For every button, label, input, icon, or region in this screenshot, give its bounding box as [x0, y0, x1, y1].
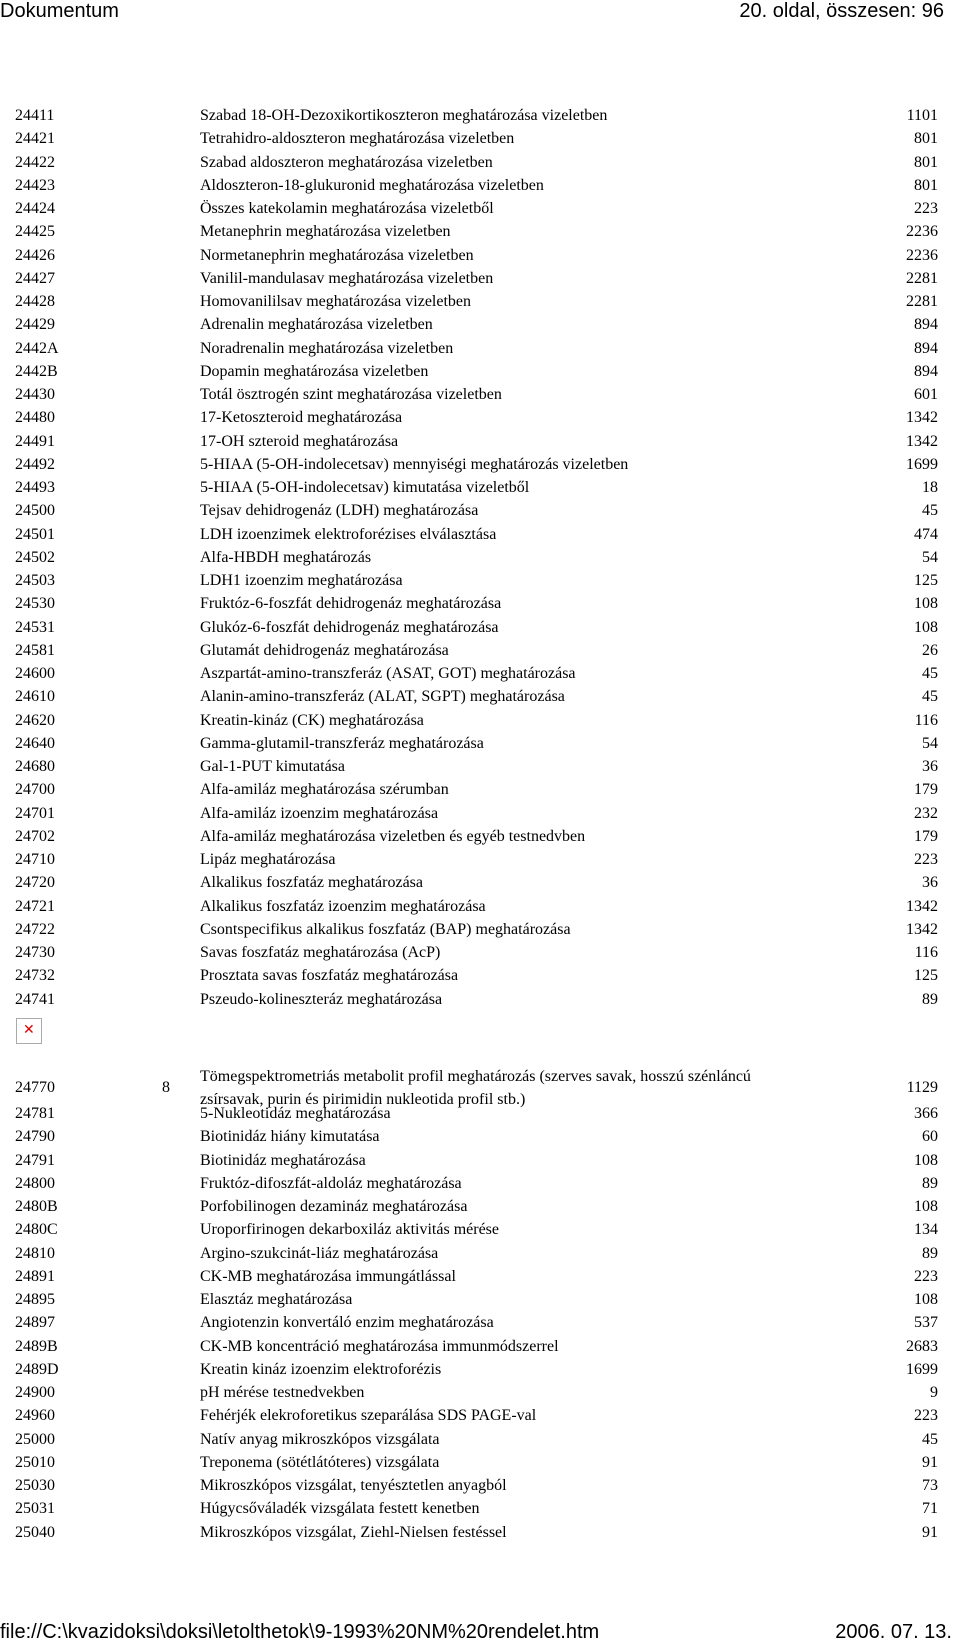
table-row	[0, 499, 960, 522]
row-code: 24581	[15, 641, 55, 659]
row-code: 2489B	[15, 1337, 58, 1355]
row-value: 2236	[906, 246, 938, 264]
page-info: 20. oldal, összesen: 96	[739, 0, 944, 22]
row-description: Mikroszkópos vizsgálat, tenyésztetlen anyagból	[200, 1477, 507, 1494]
table-row	[0, 1195, 960, 1218]
row-description: Tejsav dehidrogenáz (LDH) meghatározása	[200, 502, 479, 520]
table-row	[0, 1172, 960, 1195]
table-row	[0, 895, 960, 918]
row-description: LDH izoenzimek elektroforézises elválasztása	[200, 525, 497, 543]
row-value: 45	[922, 688, 938, 706]
row-description: Biotinidáz meghatározása	[200, 1151, 366, 1169]
row-value: 125	[914, 967, 938, 985]
row-description: Pszeudo-kolineszteráz meghatározása	[200, 990, 443, 1008]
row-value: 26	[922, 641, 938, 659]
row-value: 116	[914, 944, 938, 961]
table-row	[0, 1125, 960, 1148]
table-row	[0, 1451, 960, 1474]
row-code: 24891	[15, 1267, 55, 1285]
row-value: 45	[922, 665, 938, 682]
table-row	[0, 453, 960, 476]
row-value: 1342	[906, 920, 938, 938]
table-row	[0, 662, 960, 685]
row-description: Normetanephrin meghatározása vizeletben	[200, 246, 474, 264]
table-row	[0, 778, 960, 801]
footer-date: 2006. 07. 13.	[835, 1621, 952, 1643]
table-row	[0, 267, 960, 290]
row-value: 108	[914, 618, 938, 636]
row-code: 24501	[15, 525, 55, 543]
row-code: 24710	[15, 851, 55, 868]
table-row	[0, 941, 960, 964]
row-value: 537	[914, 1314, 938, 1332]
table-row	[0, 1474, 960, 1497]
row-value: 91	[922, 1453, 938, 1471]
row-description: 5-HIAA (5-OH-indolecetsav) mennyiségi meghatározás vizeletben	[200, 455, 629, 473]
row-value: 2236	[906, 223, 938, 241]
row-code: 24720	[15, 874, 55, 892]
row-code: 24680	[15, 758, 55, 775]
table-row	[0, 313, 960, 336]
row-description: Kreatin-kináz (CK) meghatározása	[200, 711, 424, 729]
table-row	[0, 1288, 960, 1311]
table-row	[0, 1265, 960, 1288]
row-description: Szabad 18-OH-Dezoxikortikoszteron meghatározása vizeletben	[200, 107, 608, 124]
row-code: 24480	[15, 409, 55, 427]
table-row	[0, 430, 960, 453]
row-value: 232	[914, 804, 938, 822]
table-row	[0, 964, 960, 987]
row-description: CK-MB koncentráció meghatározása immunmódszerrel	[200, 1337, 559, 1355]
row-value: 108	[914, 1198, 938, 1215]
table-row	[0, 1381, 960, 1404]
row-description: pH mérése testnedvekben	[200, 1384, 365, 1401]
row-description: Fruktóz-6-foszfát dehidrogenáz meghatározása	[200, 595, 502, 613]
row-code: 24791	[15, 1151, 55, 1169]
row-value: 134	[914, 1221, 938, 1239]
row-code: 24426	[15, 246, 55, 264]
row-value: 601	[914, 386, 938, 403]
table-row	[0, 360, 960, 383]
row-code: 24427	[15, 269, 55, 287]
row-code: 24770	[15, 1079, 55, 1096]
row-value: 91	[922, 1523, 938, 1541]
row-description: 5-HIAA (5-OH-indolecetsav) kimutatása vizeletből	[200, 479, 530, 496]
row-value: 801	[914, 176, 938, 194]
row-value: 54	[922, 548, 938, 566]
row-description: Összes katekolamin meghatározása vizeletből	[200, 200, 494, 217]
table-row	[0, 639, 960, 662]
table-row	[0, 1358, 960, 1381]
row-value: 179	[914, 781, 938, 799]
table-row	[0, 290, 960, 313]
row-value: 894	[914, 362, 938, 380]
row-code: 24897	[15, 1314, 55, 1332]
row-value: 2281	[906, 293, 938, 310]
row-value: 1699	[906, 455, 938, 473]
row-description: Prosztata savas foszfatáz meghatározása	[200, 967, 459, 985]
row-value: 89	[922, 990, 938, 1008]
row-value: 801	[914, 153, 938, 171]
footer-file-path: file://C:\kvazidoksi\doksi\letolthetok\9-1993%20NM%20rendelet.htm	[0, 1621, 600, 1643]
row-code: 24502	[15, 548, 55, 566]
row-value: 36	[922, 758, 938, 775]
row-code: 24493	[15, 479, 55, 496]
row-code: 24600	[15, 665, 55, 682]
row-value: 108	[914, 1291, 938, 1308]
row-code: 24730	[15, 944, 55, 961]
row-code: 2442B	[15, 362, 58, 380]
table-row	[0, 1218, 960, 1241]
row-description: Noradrenalin meghatározása vizeletben	[200, 339, 454, 357]
table-row	[0, 825, 960, 848]
row-description: Porfobilinogen dezamináz meghatározása	[200, 1198, 468, 1215]
row-description: Kreatin kináz izoenzim elektroforézis	[200, 1360, 442, 1378]
row-description: Aldoszteron-18-glukuronid meghatározása vizeletben	[200, 176, 544, 194]
row-description: Alkalikus foszfatáz meghatározása	[200, 874, 424, 892]
row-value: 223	[914, 1407, 938, 1425]
row-description: Gal-1-PUT kimutatása	[200, 758, 346, 775]
row-value: 2281	[906, 269, 938, 287]
table-row	[0, 755, 960, 778]
table-row	[0, 1428, 960, 1451]
row-description: Uroporfirinogen dekarboxiláz aktivitás mérése	[200, 1221, 499, 1239]
row-value: 223	[914, 200, 938, 217]
table-row	[0, 1404, 960, 1427]
row-code: 24428	[15, 293, 55, 310]
table-row	[0, 337, 960, 360]
row-value: 1342	[906, 409, 938, 427]
table-row	[0, 616, 960, 639]
row-code: 24503	[15, 572, 55, 589]
row-code: 24790	[15, 1128, 55, 1146]
row-value: 54	[922, 734, 938, 752]
row-description: Dopamin meghatározása vizeletben	[200, 362, 429, 380]
row-value: 179	[914, 827, 938, 845]
row-value: 1129	[906, 1079, 938, 1096]
row-code: 2480B	[15, 1198, 58, 1215]
table-row	[0, 685, 960, 708]
row-value: 894	[914, 316, 938, 334]
row-description: Alfa-amiláz meghatározása szérumban	[200, 781, 449, 799]
row-code: 24620	[15, 711, 55, 729]
row-code: 25000	[15, 1430, 55, 1448]
table-row	[0, 383, 960, 406]
row-code: 24423	[15, 176, 55, 194]
row-description: Tömegspektrometriás metabolit profil meghatározás (szerves savak, hosszú szénláncú zsírsavak, purin és pirimidin nukleotida profil stb.)	[200, 1068, 751, 1108]
row-code: 24425	[15, 223, 55, 241]
row-value: 9	[930, 1384, 938, 1401]
table-row	[0, 1497, 960, 1520]
table-row	[0, 546, 960, 569]
table-row	[0, 197, 960, 220]
row-code: 25030	[15, 1477, 55, 1494]
row-description: Alfa-amiláz meghatározása vizeletben és egyéb testnedvben	[200, 827, 586, 845]
row-code: 24721	[15, 897, 55, 915]
row-description: Metanephrin meghatározása vizeletben	[200, 223, 451, 241]
row-description: Gamma-glutamil-transzferáz meghatározása	[200, 734, 484, 752]
table-row	[0, 709, 960, 732]
table-row	[0, 151, 960, 174]
row-description: Alanin-amino-transzferáz (ALAT, SGPT) meghatározása	[200, 688, 565, 706]
row-code: 24429	[15, 316, 55, 334]
row-description: Adrenalin meghatározása vizeletben	[200, 316, 433, 334]
row-code: 24430	[15, 386, 55, 403]
row-description: Aszpartát-amino-transzferáz (ASAT, GOT) meghatározása	[200, 665, 576, 682]
row-value: 36	[922, 874, 938, 892]
table-row	[0, 871, 960, 894]
row-code: 24895	[15, 1291, 55, 1308]
table-row	[0, 127, 960, 150]
row-description: CK-MB meghatározása immungátlással	[200, 1267, 456, 1285]
row-value: 1342	[906, 897, 938, 915]
row-value: 116	[914, 711, 938, 729]
row-code: 24610	[15, 688, 55, 706]
row-description: Alfa-amiláz izoenzim meghatározása	[200, 804, 439, 822]
table-row	[0, 104, 960, 127]
row-description: Mikroszkópos vizsgálat, Ziehl-Nielsen festéssel	[200, 1523, 507, 1541]
row-value: 1699	[906, 1360, 938, 1378]
row-code: 24781	[15, 1105, 55, 1122]
row-description: Csontspecifikus alkalikus foszfatáz (BAP) meghatározása	[200, 920, 571, 938]
broken-image-icon: ✕	[16, 1018, 42, 1044]
row-code: 25010	[15, 1453, 55, 1471]
row-value: 1342	[906, 432, 938, 450]
row-code: 2480C	[15, 1221, 58, 1239]
row-code: 2489D	[15, 1360, 59, 1378]
row-description: Húgycsőváladék vizsgálata festett kenetben	[200, 1500, 480, 1518]
row-value: 73	[922, 1477, 938, 1494]
row-code: 24530	[15, 595, 55, 613]
row-code: 24960	[15, 1407, 55, 1425]
row-code: 24421	[15, 130, 55, 148]
table-row	[0, 220, 960, 243]
table-row	[0, 918, 960, 941]
row-description: Totál ösztrogén szint meghatározása vizeletben	[200, 386, 502, 403]
row-description: Argino-szukcinát-liáz meghatározása	[200, 1244, 439, 1262]
table-row	[0, 1311, 960, 1334]
row-code: 24810	[15, 1244, 55, 1262]
row-description: Lipáz meghatározása	[200, 851, 336, 868]
row-code: 24640	[15, 734, 55, 752]
row-value: 474	[914, 525, 938, 543]
row-description: Savas foszfatáz meghatározása (AcP)	[200, 944, 441, 961]
table-row	[0, 476, 960, 499]
row-code: 24741	[15, 990, 55, 1008]
row-description: Homovanililsav meghatározása vizeletben	[200, 293, 472, 310]
row-code: 24411	[15, 107, 55, 124]
row-value: 89	[922, 1174, 938, 1192]
row-code: 24491	[15, 432, 55, 450]
row-value: 801	[914, 130, 938, 148]
row-description: Szabad aldoszteron meghatározása vizeletben	[200, 153, 493, 171]
row-description: Glukóz-6-foszfát dehidrogenáz meghatározása	[200, 618, 499, 636]
row-code: 24500	[15, 502, 55, 520]
row-description: Tetrahidro-aldoszteron meghatározása vizeletben	[200, 130, 515, 148]
row-value: 894	[914, 339, 938, 357]
row-code: 24422	[15, 153, 55, 171]
table-row	[0, 1335, 960, 1358]
row-value: 125	[914, 572, 938, 589]
row-code: 24701	[15, 804, 55, 822]
table-row	[0, 988, 960, 1011]
row-description: Vanilil-mandulasav meghatározása vizeletben	[200, 269, 494, 287]
row-description: LDH1 izoenzim meghatározása	[200, 572, 403, 589]
row-description: Angiotenzin konvertáló enzim meghatározása	[200, 1314, 494, 1332]
table-row	[0, 523, 960, 546]
row-description: Alfa-HBDH meghatározás	[200, 548, 372, 566]
table-row	[0, 1149, 960, 1172]
row-value: 2683	[906, 1337, 938, 1355]
table-row	[0, 1521, 960, 1544]
row-value: 1101	[906, 107, 938, 124]
row-value: 18	[922, 479, 938, 496]
table-row	[0, 732, 960, 755]
row-extra-number: 8	[162, 1079, 170, 1096]
row-description: Glutamát dehidrogenáz meghatározása	[200, 641, 449, 659]
table-row	[0, 592, 960, 615]
row-description: Elasztáz meghatározása	[200, 1291, 353, 1308]
row-description: Treponema (sötétlátóteres) vizsgálata	[200, 1453, 440, 1471]
row-code: 25031	[15, 1500, 55, 1518]
table-row-special	[0, 1065, 960, 1111]
row-value: 108	[914, 1151, 938, 1169]
table-row	[0, 802, 960, 825]
row-description: 17-OH szteroid meghatározása	[200, 432, 399, 450]
row-code: 24900	[15, 1384, 55, 1401]
row-value: 108	[914, 595, 938, 613]
row-description: Fehérjék elekroforetikus szeparálása SDS PAGE-val	[200, 1407, 537, 1425]
row-code: 24492	[15, 455, 55, 473]
row-code: 24531	[15, 618, 55, 636]
row-value: 223	[914, 1267, 938, 1285]
row-code: 25040	[15, 1523, 55, 1541]
table-row	[0, 174, 960, 197]
row-value: 89	[922, 1244, 938, 1262]
row-value: 366	[914, 1105, 938, 1122]
row-value: 223	[914, 851, 938, 868]
row-code: 24800	[15, 1174, 55, 1192]
row-code: 24700	[15, 781, 55, 799]
row-description: 17-Ketoszteroid meghatározása	[200, 409, 403, 427]
row-description: Biotinidáz hiány kimutatása	[200, 1128, 380, 1146]
row-code: 2442A	[15, 339, 59, 357]
row-value: 45	[922, 502, 938, 520]
table-row	[0, 1242, 960, 1265]
table-row	[0, 244, 960, 267]
row-code: 24702	[15, 827, 55, 845]
row-code: 24424	[15, 200, 55, 217]
row-value: 60	[922, 1128, 938, 1146]
row-description: Fruktóz-difoszfát-aldoláz meghatározása	[200, 1174, 462, 1192]
row-code: 24722	[15, 920, 55, 938]
table-row	[0, 848, 960, 871]
row-description: 5-Nukleotidáz meghatározása	[200, 1105, 391, 1122]
table-row	[0, 406, 960, 429]
row-value: 45	[922, 1430, 938, 1448]
document-title: Dokumentum	[0, 0, 119, 22]
row-code: 24732	[15, 967, 55, 985]
row-description: Natív anyag mikroszkópos vizsgálata	[200, 1430, 440, 1448]
table-row	[0, 569, 960, 592]
row-description: Alkalikus foszfatáz izoenzim meghatározása	[200, 897, 486, 915]
row-value: 71	[922, 1500, 938, 1518]
